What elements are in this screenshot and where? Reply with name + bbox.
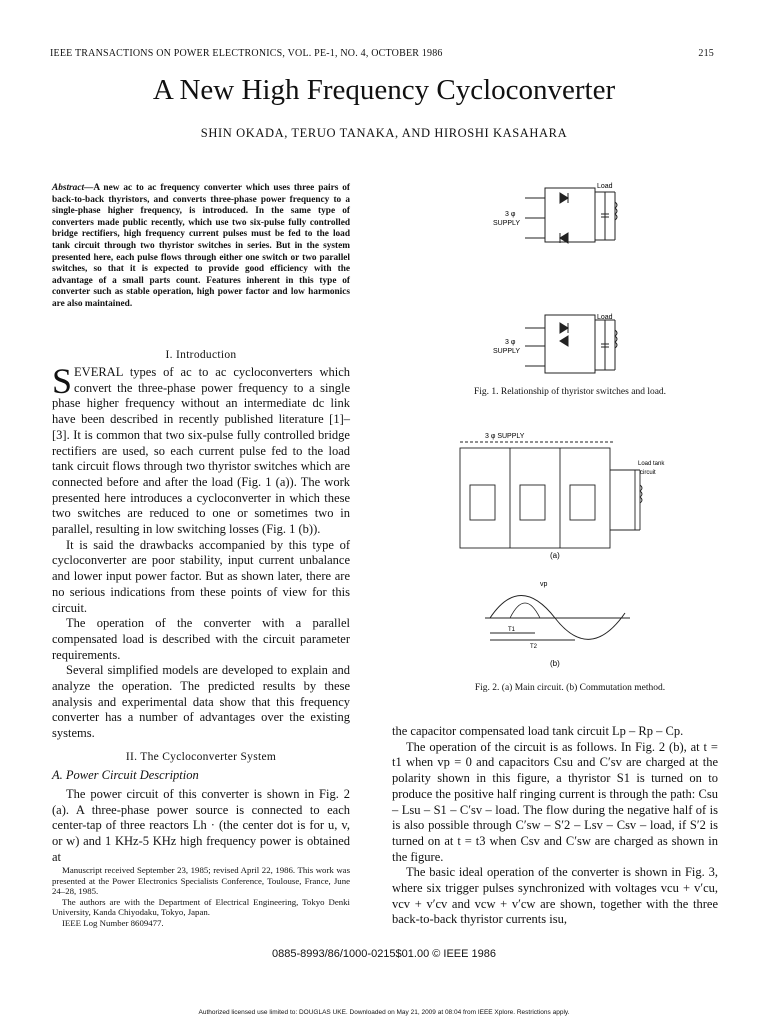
fig1a-supply-label-1: 3 φ: [505, 211, 516, 218]
figure-1b-schematic: [475, 310, 635, 380]
figure-2-caption: Fig. 2. (a) Main circuit. (b) Commutation method.: [474, 683, 666, 693]
fig2b-t2-label: T2: [530, 644, 538, 650]
license-notice: Authorized licensed use limited to: DOUGLAS UKE. Downloaded on May 21, 2009 at 08:04 from IEEE Xplore. Restrictions apply.: [198, 1009, 570, 1016]
copyright-line: 0885-8993/86/1000-0215$01.00 © IEEE 1986: [271, 948, 496, 960]
fig2b-sub-label: (b): [550, 659, 560, 668]
footnote: [52, 865, 350, 929]
footnote-log-number: IEEE Log Number 8609477.: [62, 917, 164, 928]
intro-paragraph-1-text: EVERAL types of ac to ac cycloconverters which convert the three-phase power frequency to a single phase higher frequency without an intermediate dc link have been described in recently published literature [1]–[3]. It is common that two six-pulse fully controlled bridge rectifiers are used, so each current pulse fed to the load tank circuit flows through two thyristor switches which are connected before and after the load (Fig. 1 (a)). The work presented here introduces a cycloconverter in which these two switches are reduced to one or sometimes two in parallel, resulting in low switching losses (Fig. 1 (b)).: [52, 365, 350, 537]
right-paragraph-0: the capacitor compensated load tank circuit Lp – Rp – Cp.: [392, 724, 684, 738]
page-number: 215: [698, 48, 714, 59]
dropcap: S: [52, 361, 73, 401]
figure-1a-schematic: [475, 180, 635, 250]
fig2b-t1-label: T1: [508, 627, 516, 633]
section-heading-introduction: I. Introduction: [165, 349, 237, 361]
system-paragraph-1: The power circuit of this converter is shown in Fig. 2 (a). A three-phase power source is connected to each center-tap of three reactors Lh · (the center dot is for u, v, or w) and 1 KHz-5 KHz high frequency power is obtained at: [52, 787, 350, 864]
author-list: SHIN OKADA, TERUO TANAKA, AND HIROSHI KASAHARA: [200, 126, 568, 140]
journal-info: IEEE TRANSACTIONS ON POWER ELECTRONICS, VOL. PE-1, NO. 4, OCTOBER 1986: [50, 48, 443, 59]
fig2a-load-label: Load tank: [638, 461, 665, 467]
right-paragraph-2: The basic ideal operation of the converter is shown in Fig. 3, where six trigger pulses synchronized with voltages vcu + v′cu, vcv + v′cv and vcw + v′cw are shown, together with the three back-to-back thyristor currents isu,: [392, 865, 718, 927]
right-column-body: [392, 724, 718, 928]
fig2a-circuit-label: circuit: [640, 470, 656, 476]
fig1b-load-label: Load: [597, 314, 613, 321]
system-body: [52, 787, 350, 866]
paper-title: A New High Frequency Cycloconverter: [152, 74, 616, 106]
fig2a-supply-label: 3 φ SUPPLY: [485, 433, 525, 440]
fig2a-sub-label: (a): [550, 551, 560, 560]
figure-1-caption: Fig. 1. Relationship of thyristor switches and load.: [473, 387, 667, 397]
abstract: [52, 183, 350, 311]
figure-2a-main-circuit: [440, 430, 690, 560]
right-paragraph-1: The operation of the circuit is as follows. In Fig. 2 (b), at t = t1 when vp = 0 and capacitors Csu and C′sv are charged at the polarity shown in this figure, a thyristor S1 is turned on to produce the positive half ringing current is through the path: Csu – Lsu – S1 – C′sv – load. The flow during the negative half of is is also possible through C′sw – S′2 – Lsv – Csv – load, if S′2 is turned on at t = t3 when Csv and C′sw are charged as shown in the figure.: [392, 739, 718, 864]
fig2b-vp-label: vp: [540, 581, 548, 588]
abstract-text: —A new ac to ac frequency converter which uses three pairs of back-to-back thyristors, and converts three-phase power frequency to a single-phase higher frequency, is introduced. In the same type of converters made public recently, which use two six-pulse fully controlled bridge rectifiers, high frequency current pulses must be fed to the load tank circuit through two thyristor switches in series. But in the system presented here, each pulse flows through either one switch or two parallel switches, so that it is expected to provide good efficiency with the advantage of a small parts count. Features inherent in this type of converter such as stable operation, high power factor and low harmonics are also maintained.: [52, 183, 350, 309]
subsection-heading: A. Power Circuit Description: [52, 768, 199, 782]
introduction-body: [52, 361, 350, 742]
intro-paragraph-2: It is said the drawbacks accompanied by this type of cycloconverter are poor stability, input current unbalance and lower input power factor. But as shown later, there are no serious indications from these points of view for this circuit.: [52, 537, 350, 615]
fig1a-supply-label-2: SUPPLY: [493, 220, 521, 227]
intro-paragraph-4: Several simplified models are developed to explain and analyze the operation. The predicted results by these analysis and experimental data show that this frequency converter has a number of advantages over the existing systems.: [52, 663, 350, 741]
intro-paragraph-1: [52, 361, 350, 538]
section-heading-system: II. The Cycloconverter System: [125, 751, 277, 763]
abstract-label: Abstract: [52, 183, 85, 193]
footnote-manuscript: Manuscript received September 23, 1985; revised April 22, 1986. This work was presented at the Power Electronics Specialists Conference, Toulouse, France, June 24–28, 1985.: [52, 865, 350, 897]
footnote-affiliation: The authors are with the Department of Electrical Engineering, Tokyo Denki University, Kanda Chiyodaku, Tokyo, Japan.: [52, 896, 350, 918]
fig1b-supply-label-1: 3 φ: [505, 339, 516, 346]
running-header: [50, 48, 714, 59]
fig1b-supply-label-2: SUPPLY: [493, 348, 521, 355]
figure-2b-commutation: [480, 578, 650, 668]
fig1a-load-label: Load: [597, 183, 613, 190]
intro-paragraph-3: The operation of the converter with a parallel compensated load is described with the circuit parameter requirements.: [52, 616, 350, 662]
